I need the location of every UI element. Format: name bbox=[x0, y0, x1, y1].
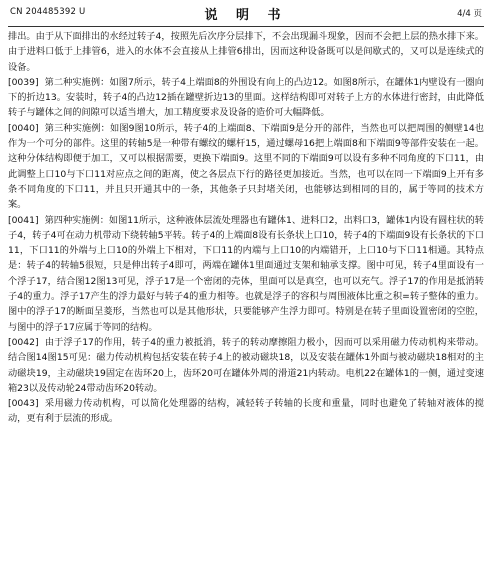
paragraph-number: [0043] bbox=[8, 398, 39, 410]
paragraph-text: 排出。由于从下面排出的水经过转子4，按照先后次序分层排下，不会出现漏斗现象，因而不会把上层的热水排下来。由于进料口低于上排管6，进入的水体不会直接从上排管6排出，因而这种设备既可以是间歇式的，又可以是连续式的设备。 bbox=[8, 31, 484, 73]
paragraph-number: [0040] bbox=[8, 122, 39, 134]
paragraph-text: 第二种实施例：如图7所示，转子4上端面8的外围设有向上的凸边12。如图8所示，在罐体1内壁设有一圈向下的折边13。安装时，转子4的凸边12插在罐壁折边13的里面。这样结构即可对转子上方的水体进行密封，由此降低转子与罐体之间的间隙可以适当增大，加工精度要求及设备的造价可大幅降低。 bbox=[8, 76, 484, 119]
paragraph-text: 由于浮子17的作用，转子4的重力被抵消，转子的转动摩擦阻力极小，因而可以采用磁力传动机构来带动。结合图14图15可见：磁力传动机构包括安装在转子4上的被动磁块18，以及安装在罐体1外面与被动磁块18相对的主动磁块19，主动磁块19固定在齿环20上，齿环20可在罐体外周的滑道21内转动。电机22在罐体1的一侧，通过变速箱23以及传动轮24带动齿环20转动。 bbox=[8, 336, 484, 394]
paragraph-number: [0039] bbox=[8, 76, 39, 88]
paragraph-text: 第四种实施例：如图11所示，这种液体层流处理器也有罐体1、进料口2，出料口3，罐体1内设有圆柱状的转子4，转子4可在动力机带动下绕转轴5平转。转子4的上端面8设有长条状上口10，转子4的下端面9设有长条状的下口11，下口11的外端与上口10的外端上下相对，下口11的内端与上口10的内端错开，上口10与下口11相通。其特点是：转子4的转轴5很短，只是伸出转子4即可，两端在罐体1里面通过支架和轴承支撑。图中可见，转子4里面设有一个浮子17，结合图12图13可见，浮子17是一个密闭的壳体，里面可以是真空，也可以充气。浮子17的作用是抵消转子4的重力。浮子17产生的浮力最好与转子4的重力相等。也就是浮子的容积与周围液体比重之积=转子整体的重力。图中的浮子17的断面呈菱形，当然也可以是其他形状，只要能够产生浮力即可。特别是在转子里面设置密闭的空腔，与图中的浮子17应属于等同的结构。 bbox=[8, 214, 484, 333]
paragraph-number: [0042] bbox=[8, 336, 39, 348]
paragraph-text: 第三种实施例：如图9图10所示，转子4的上端面8、下端面9是分开的部件，当然也可以把周围的侧壁14也作为一个可分的部件。这里的转轴5是一种带有螺纹的螺杆15，通过螺母16把上端面8和下端面9等部件安装在一起。这种分体结构即便于加工，又可以根据需要，更换下端面9。这里不同的下端面9可以设有多种不同角度的下口11，由此调整上口10与下口11对应点之间的距离，使之各层点下行的路径更加接近。当然，也可以在同一下端面9上开有多条不同角度的下口11，并且只开通其中的一条，其他条子只封堵关闭，也能够达到相同的目的，属于等同的技术方案。 bbox=[8, 122, 484, 211]
publication-number: CN 204485392 U bbox=[10, 7, 86, 17]
paragraph-0042 bbox=[8, 335, 484, 396]
paragraph-continuation bbox=[8, 29, 484, 75]
paragraph-0043 bbox=[8, 396, 484, 427]
paragraph-0041 bbox=[8, 213, 484, 335]
paragraph-0040 bbox=[8, 121, 484, 213]
paragraph-text: 采用磁力传动机构，可以简化处理器的结构，减轻转子转轴的长度和重量，同时也避免了转轴对液体的搅动，更有利于层流的形成。 bbox=[8, 398, 484, 425]
document-body bbox=[8, 27, 484, 427]
paragraph-number: [0041] bbox=[8, 214, 39, 226]
page-number: 4/4 页 bbox=[457, 9, 482, 19]
page-header bbox=[8, 0, 484, 27]
document-title: 说 明 书 bbox=[204, 8, 288, 23]
paragraph-0039 bbox=[8, 75, 484, 121]
